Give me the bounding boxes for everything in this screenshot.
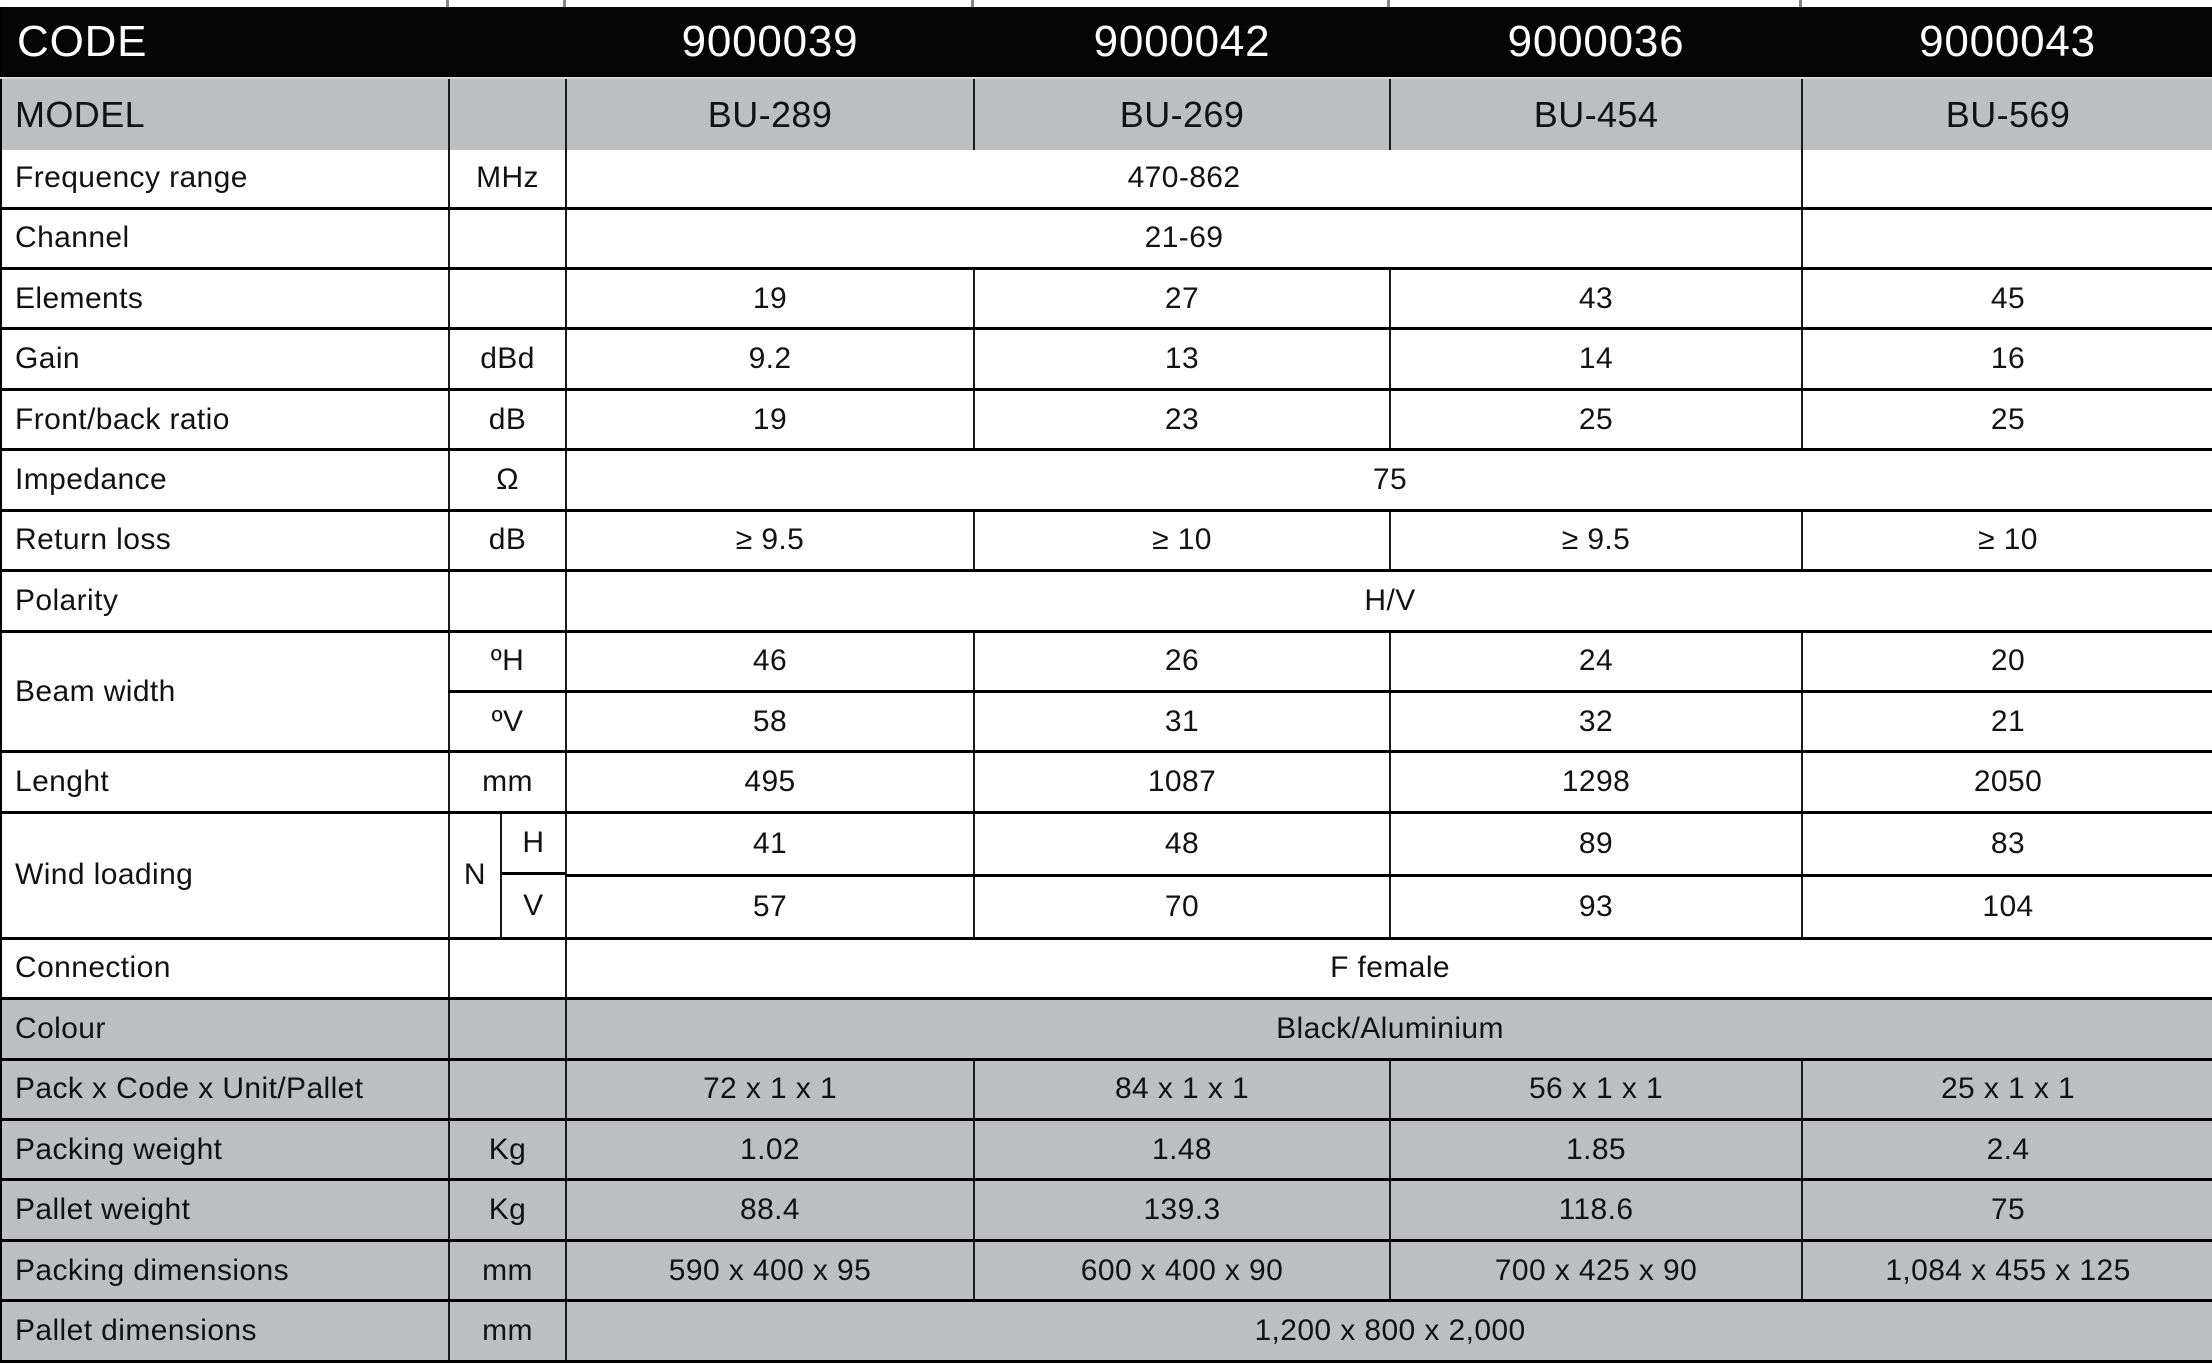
spec-value: ≥ 10 <box>974 510 1390 570</box>
model-header-row <box>1 78 2212 150</box>
product-code: 9000042 <box>974 7 1390 78</box>
spec-value: 19 <box>566 389 974 449</box>
spec-value-merged: 75 <box>566 450 2212 510</box>
spec-value: 700 x 425 x 90 <box>1390 1240 1802 1300</box>
spec-label: Elements <box>1 268 449 328</box>
spec-value: 20 <box>1802 631 2212 691</box>
spec-value: ≥ 9.5 <box>566 510 974 570</box>
spec-value: 31 <box>974 692 1390 752</box>
spec-value: 58 <box>566 692 974 752</box>
spec-unit <box>449 208 566 268</box>
spec-label: Beam width <box>1 631 449 752</box>
wind-sub-v: V <box>523 888 544 922</box>
table-row <box>1 150 2212 208</box>
spec-value-merged: 470-862 <box>566 150 1802 208</box>
spec-value: 16 <box>1802 329 2212 389</box>
spec-value: 25 <box>1390 389 1802 449</box>
spec-label: Pallet weight <box>1 1180 449 1240</box>
spec-value: 75 <box>1802 1180 2212 1240</box>
table-row <box>1 208 2212 268</box>
spec-value: 48 <box>974 812 1390 875</box>
spec-value-merged: Black/Aluminium <box>566 999 2212 1059</box>
table-row <box>1 631 2212 691</box>
spec-value: 41 <box>566 812 974 875</box>
table-row <box>1 752 2212 812</box>
table-row <box>1 1180 2212 1240</box>
spec-value: 590 x 400 x 95 <box>566 1240 974 1300</box>
table-row <box>1 268 2212 328</box>
product-code: 9000039 <box>566 7 974 78</box>
spec-value: 9.2 <box>566 329 974 389</box>
spec-value: 83 <box>1802 812 2212 875</box>
table-row <box>1 812 2212 875</box>
column-border-stub <box>446 0 449 7</box>
spec-value: 93 <box>1390 875 1802 938</box>
spec-label: Colour <box>1 999 449 1059</box>
spec-label: Front/back ratio <box>1 389 449 449</box>
column-border-stub <box>1799 0 1802 7</box>
table-row <box>1 329 2212 389</box>
spec-unit: ºH <box>449 631 566 691</box>
spec-unit: Kg <box>449 1119 566 1179</box>
spec-unit <box>449 1059 566 1119</box>
spec-label: Pallet dimensions <box>1 1301 449 1362</box>
spec-value-merged: 21-69 <box>566 208 1802 268</box>
spec-label: Gain <box>1 329 449 389</box>
spec-value: 1.85 <box>1390 1119 1802 1179</box>
spec-value-merged: H/V <box>566 571 2212 631</box>
spec-table <box>0 7 2212 1363</box>
spec-value: 2.4 <box>1802 1119 2212 1179</box>
spec-unit: dB <box>449 389 566 449</box>
spec-label: Impedance <box>1 450 449 510</box>
spec-value: 26 <box>974 631 1390 691</box>
wind-sub-h: H <box>502 814 565 875</box>
spec-value-empty <box>1802 208 2212 268</box>
spec-label: Packing weight <box>1 1119 449 1179</box>
spec-unit: mm <box>449 752 566 812</box>
spec-value: 104 <box>1802 875 2212 938</box>
spec-value: 25 x 1 x 1 <box>1802 1059 2212 1119</box>
spec-label: Wind loading <box>1 812 449 938</box>
table-row <box>1 571 2212 631</box>
table-row <box>1 1059 2212 1119</box>
spec-value: 46 <box>566 631 974 691</box>
unit-cell-blank <box>449 78 566 150</box>
spec-label: Channel <box>1 208 449 268</box>
table-top-edge <box>0 0 2212 7</box>
model-name: BU-569 <box>1802 78 2212 150</box>
spec-value: 57 <box>566 875 974 938</box>
table-row <box>1 510 2212 570</box>
spec-label: Polarity <box>1 571 449 631</box>
code-header-row <box>1 7 2212 78</box>
spec-unit <box>449 938 566 998</box>
product-code: 9000036 <box>1390 7 1802 78</box>
spec-value: 21 <box>1802 692 2212 752</box>
spec-value: 56 x 1 x 1 <box>1390 1059 1802 1119</box>
spec-value: 84 x 1 x 1 <box>974 1059 1390 1119</box>
spec-label: Lenght <box>1 752 449 812</box>
spec-value: 70 <box>974 875 1390 938</box>
spec-value: 2050 <box>1802 752 2212 812</box>
spec-value: 32 <box>1390 692 1802 752</box>
spec-value: 13 <box>974 329 1390 389</box>
spec-value: ≥ 9.5 <box>1390 510 1802 570</box>
table-row <box>1 389 2212 449</box>
spec-value-merged: F female <box>566 938 2212 998</box>
spec-value: 1,084 x 455 x 125 <box>1802 1240 2212 1300</box>
spec-value: 72 x 1 x 1 <box>566 1059 974 1119</box>
spec-unit: dBd <box>449 329 566 389</box>
product-code: 9000043 <box>1802 7 2212 78</box>
model-name: BU-289 <box>566 78 974 150</box>
spec-value: 25 <box>1802 389 2212 449</box>
spec-value: 89 <box>1390 812 1802 875</box>
spec-label: Pack x Code x Unit/Pallet <box>1 1059 449 1119</box>
column-border-stub <box>563 0 566 7</box>
spec-value-empty <box>1802 150 2212 208</box>
wind-unit-grid <box>450 814 565 937</box>
spec-label: Return loss <box>1 510 449 570</box>
spec-label: Packing dimensions <box>1 1240 449 1300</box>
column-border-stub <box>1387 0 1390 7</box>
spec-unit: dB <box>449 510 566 570</box>
spec-unit: Kg <box>449 1180 566 1240</box>
spec-value: ≥ 10 <box>1802 510 2212 570</box>
spec-value-merged: 1,200 x 800 x 2,000 <box>566 1301 2212 1362</box>
spec-value: 600 x 400 x 90 <box>974 1240 1390 1300</box>
spec-value: 19 <box>566 268 974 328</box>
wind-unit-main: N <box>450 814 502 937</box>
spec-value: 23 <box>974 389 1390 449</box>
model-header-label: MODEL <box>1 78 449 150</box>
spec-unit: MHz <box>449 150 566 208</box>
table-row <box>1 999 2212 1059</box>
table-row <box>1 1240 2212 1300</box>
model-name: BU-454 <box>1390 78 1802 150</box>
spec-value: 1298 <box>1390 752 1802 812</box>
spec-value: 24 <box>1390 631 1802 691</box>
spec-value: 139.3 <box>974 1180 1390 1240</box>
spec-value: 495 <box>566 752 974 812</box>
spec-value: 1.02 <box>566 1119 974 1179</box>
spec-value: 118.6 <box>1390 1180 1802 1240</box>
spec-unit: mm <box>449 1301 566 1362</box>
table-row <box>1 1119 2212 1179</box>
column-border-stub <box>971 0 974 7</box>
code-header-label: CODE <box>1 7 566 78</box>
table-row <box>1 938 2212 998</box>
table-row <box>1 1301 2212 1362</box>
spec-unit: mm <box>449 1240 566 1300</box>
spec-value: 27 <box>974 268 1390 328</box>
spec-unit: ºV <box>449 692 566 752</box>
table-row <box>1 450 2212 510</box>
spec-value: 1.48 <box>974 1119 1390 1179</box>
spec-label: Frequency range <box>1 150 449 208</box>
spec-value: 88.4 <box>566 1180 974 1240</box>
spec-unit-split <box>449 812 566 938</box>
spec-label: Connection <box>1 938 449 998</box>
spec-value: 14 <box>1390 329 1802 389</box>
model-name: BU-269 <box>974 78 1390 150</box>
spec-value: 1087 <box>974 752 1390 812</box>
spec-unit <box>449 999 566 1059</box>
spec-value: 45 <box>1802 268 2212 328</box>
spec-value: 43 <box>1390 268 1802 328</box>
spec-unit <box>449 571 566 631</box>
spec-unit <box>449 268 566 328</box>
spec-unit: Ω <box>449 450 566 510</box>
